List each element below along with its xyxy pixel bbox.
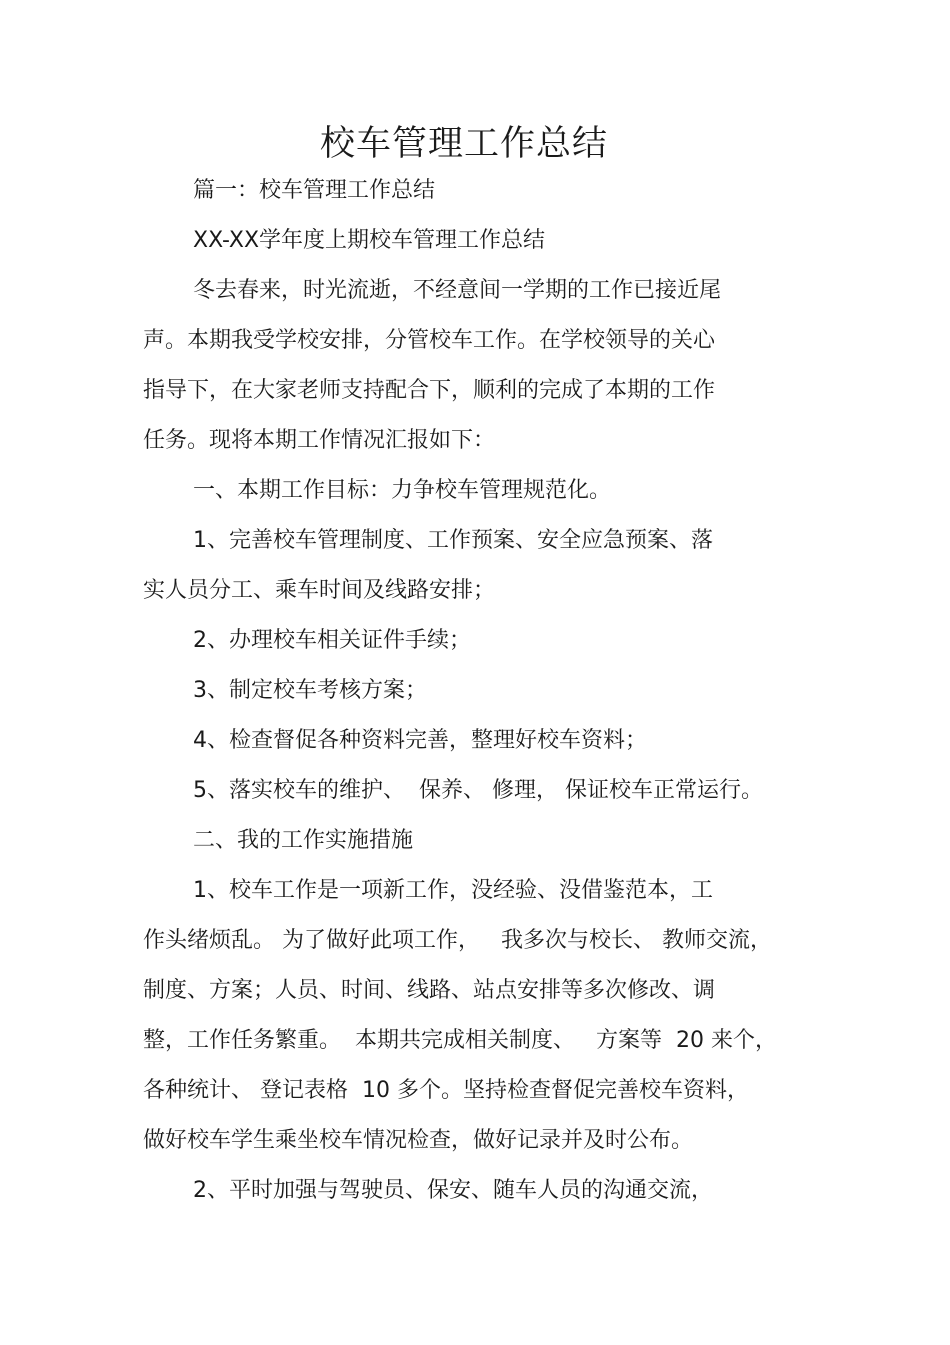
- section-heading-goals: 一、本期工作目标：力争校车管理规范化。: [193, 478, 612, 503]
- list-item: 1、校车工作是一项新工作，没经验、没借鉴范本，工: [193, 878, 713, 903]
- paragraph-line: 作头绪烦乱。 为了做好此项工作， 我多次与校长、 教师交流，: [143, 928, 772, 953]
- paragraph-line: 任务。现将本期工作情况汇报如下：: [143, 428, 496, 453]
- paragraph-line: 冬去春来，时光流逝，不经意间一学期的工作已接近尾: [193, 278, 722, 303]
- paragraph-line: 制度、方案；人员、时间、线路、站点安排等多次修改、调: [143, 978, 716, 1003]
- paragraph-line: 指导下，在大家老师支持配合下，顺利的完成了本期的工作: [143, 378, 716, 403]
- section-heading-part-one: 篇一：校车管理工作总结: [193, 178, 436, 203]
- list-item: 1、完善校车管理制度、工作预案、安全应急预案、落: [193, 528, 713, 553]
- document-title: 校车管理工作总结: [319, 124, 608, 164]
- paragraph-line: 各种统计、 登记表格 10 多个。坚持检查督促完善校车资料，: [143, 1078, 749, 1103]
- list-item: 4、检查督促各种资料完善，整理好校车资料；: [193, 728, 647, 753]
- list-item: 2、平时加强与驾驶员、保安、随车人员的沟通交流，: [193, 1178, 713, 1203]
- paragraph-line: 做好校车学生乘坐校车情况检查，做好记录并及时公布。: [143, 1128, 694, 1153]
- section-heading-measures: 二、我的工作实施措施: [193, 828, 414, 853]
- paragraph-line: 整，工作任务繁重。 本期共完成相关制度、 方案等 20 来个，: [143, 1028, 777, 1053]
- list-item: 2、办理校车相关证件手续；: [193, 628, 471, 653]
- report-subtitle: XX-XX学年度上期校车管理工作总结: [193, 228, 546, 253]
- list-item-continuation: 实人员分工、乘车时间及线路安排；: [143, 578, 496, 603]
- list-item: 3、制定校车考核方案；: [193, 678, 427, 703]
- list-item: 5、落实校车的维护、 保养、 修理， 保证校车正常运行。: [193, 778, 763, 803]
- paragraph-line: 声。本期我受学校安排，分管校车工作。在学校领导的关心: [143, 328, 716, 353]
